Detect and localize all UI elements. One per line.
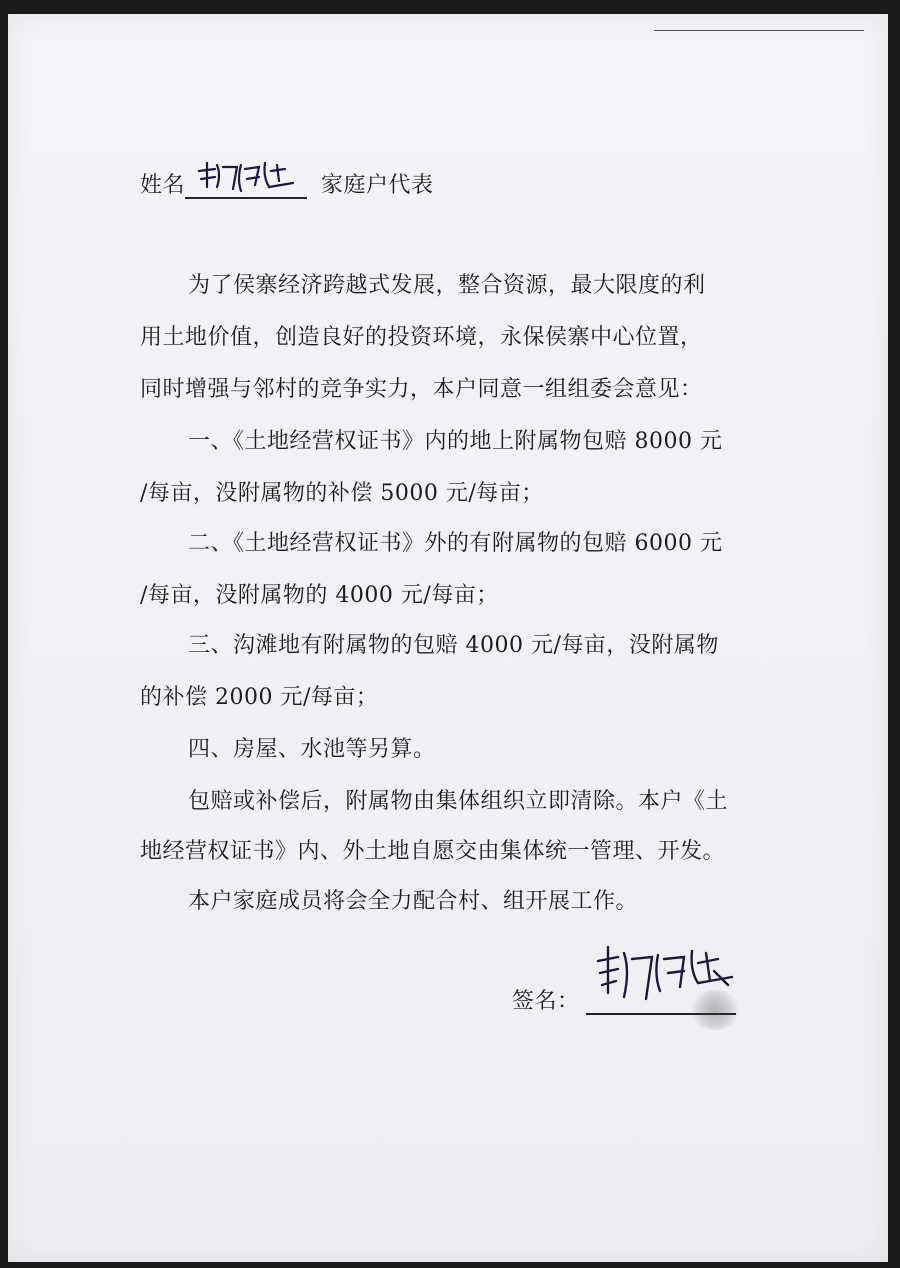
name-field	[185, 171, 307, 199]
intro-line-2: 用土地价值，创造良好的投资环境，永保侯寨中心位置，	[140, 325, 703, 350]
signature-label: 签名：	[512, 989, 580, 1014]
handwritten-name-signature	[193, 157, 303, 195]
para-final-line: 本户家庭成员将会全力配合村、组开展工作。	[188, 889, 639, 914]
header-line	[140, 168, 434, 199]
item2-line-1: 二、《土地经营权证书》外的有附属物的包赔 6000 元	[188, 531, 723, 556]
intro-line-1: 为了侯寨经济跨越式发展，整合资源，最大限度的利	[188, 273, 706, 298]
item1-line-2: /每亩，没附属物的补偿 5000 元/每亩；	[140, 481, 544, 506]
item2-line-2: /每亩，没附属物的 4000 元/每亩；	[140, 583, 499, 608]
top-rule	[654, 30, 864, 31]
para-after-line-1: 包赔或补偿后，附属物由集体组织立即清除。本户《土	[188, 789, 729, 814]
intro-line-3: 同时增强与邻村的竞争实力，本户同意一组组委会意见：	[140, 377, 703, 402]
item3-line-1: 三、沟滩地有附属物的包赔 4000 元/每亩，没附属物	[188, 633, 719, 658]
item4-line: 四、房屋、水池等另算。	[188, 737, 436, 762]
para-after-line-2: 地经营权证书》内、外土地自愿交由集体统一管理、开发。	[140, 839, 726, 864]
name-label: 姓名	[140, 173, 186, 198]
household-label: 家庭户代表	[321, 173, 434, 198]
ink-smudge	[690, 990, 740, 1030]
item3-line-2: 的补偿 2000 元/每亩；	[140, 685, 379, 710]
item1-line-1: 一、《土地经营权证书》内的地上附属物包赔 8000 元	[188, 429, 723, 454]
